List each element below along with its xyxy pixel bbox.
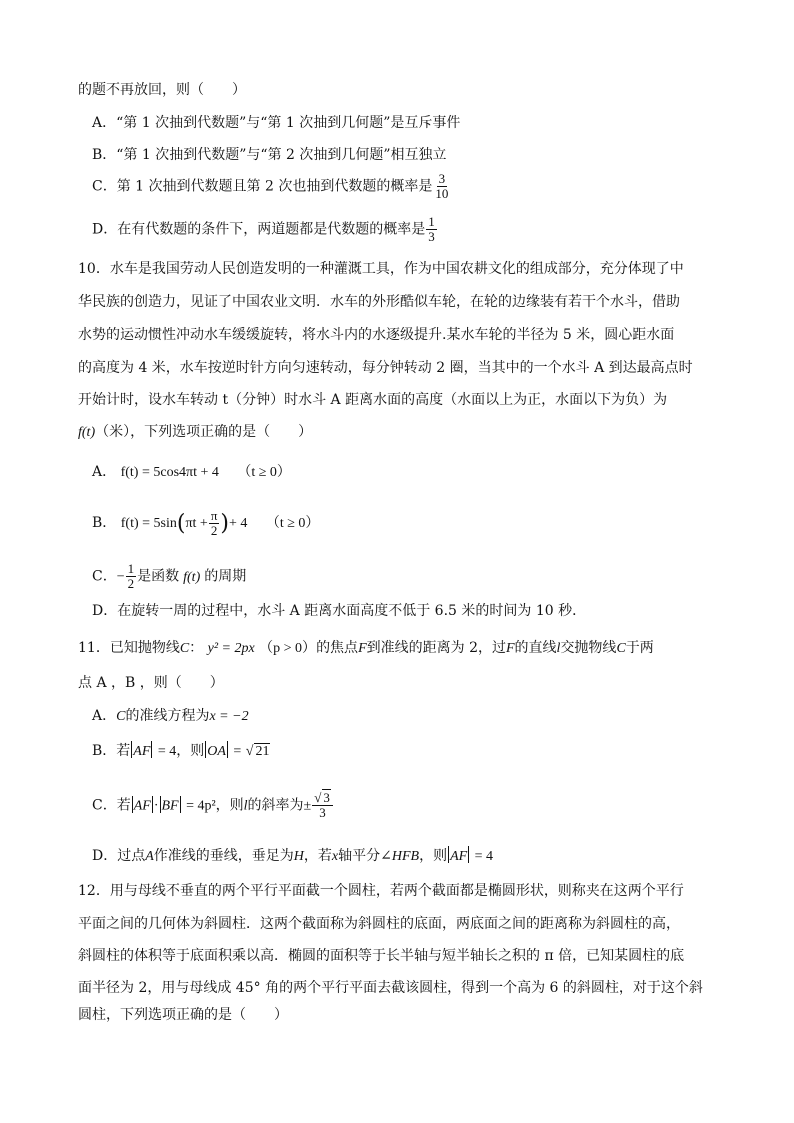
sqrt-radicand: 21 (255, 744, 270, 759)
fraction-denominator: 3 (428, 229, 435, 244)
segment-af: AF (133, 744, 151, 759)
q10-stem-line-2: 华民族的创造力，见证了中国农业文明．水车的外形酷似车轮，在轮的边缘装有若干个水斗，借助 (78, 294, 680, 310)
var-x: x (331, 849, 339, 864)
fraction-numerator: 3 (323, 790, 330, 805)
segment-af: AF (450, 849, 468, 864)
q10-option-d[interactable]: D．在旋转一周的过程中，水斗 A 距离水面高度不低于 6.5 米的时间为 10 秒． (92, 603, 587, 619)
q11-option-d[interactable] (92, 846, 493, 867)
q12-stem-line-4: 面半径为 2，用与母线成 45° 角的两个平行平面去截该圆柱，得到一个高为 6 的斜圆柱，对于这个斜 (78, 980, 703, 996)
q9-option-c[interactable] (92, 172, 451, 201)
q10-option-a-formula: f(t) = 5cos4πt + 4 (120, 465, 219, 480)
dot: · (153, 798, 159, 814)
text: ，则 (176, 743, 205, 759)
var-c: C (116, 709, 126, 724)
text: 交抛物线 (560, 640, 617, 656)
value: = 4 (157, 744, 177, 759)
sqrt-sign: √ (314, 790, 322, 805)
q10-option-c-text-2: 的周期 (204, 568, 247, 585)
fraction-denominator: 2 (210, 523, 218, 539)
abs-bar (151, 741, 152, 758)
q11-option-c[interactable] (92, 791, 334, 820)
q9-stem-tail: 的题不再放回，则（ ） (78, 82, 246, 98)
sqrt-sign: √ (245, 744, 254, 759)
text: 到准线的距离为 2，过 (366, 640, 506, 656)
q10-function-symbol: f(t) (78, 425, 96, 440)
abs-bar (448, 846, 449, 863)
abs-bar (227, 741, 228, 758)
var-h: H (293, 849, 304, 864)
q12-stem-line-5: 圆柱，下列选项正确的是（ ） (78, 1007, 288, 1023)
q9-option-d[interactable] (92, 215, 438, 244)
minus-sign: − (116, 569, 125, 585)
abs-bar (152, 796, 153, 813)
q9-option-d-text: D．在有代数题的条件下，两道题都是代数题的概率是 (92, 221, 426, 238)
q10-option-b[interactable] (92, 507, 319, 540)
text: 的准线方程为 (125, 708, 210, 724)
q10-option-a[interactable] (92, 462, 291, 483)
text: 于两 (625, 640, 654, 656)
q12-stem-line-1: 12．用与母线不垂直的两个平行平面截一个圆柱，若两个截面都是椭圆形状，则称夹在这两个平行 (78, 883, 684, 899)
text: ： (189, 640, 204, 656)
q12-stem-line-3: 斜圆柱的体积等于底面积乘以高．椭圆的面积等于长半轴与短半轴长之积的 π 倍，已知某圆柱的底 (78, 948, 685, 964)
q10-option-a-condition: （t ≥ 0） (237, 465, 291, 480)
paren-close: ) (220, 511, 229, 536)
q9-option-b[interactable]: B．“第 1 次抽到代数题”与“第 2 次抽到几何题”相互独立 (92, 147, 447, 163)
fraction-numerator: 1 (127, 561, 135, 576)
q10-option-c[interactable] (92, 562, 246, 591)
segment-oa: OA (207, 744, 226, 759)
q10-stem-line-4: 的高度为 4 米，水车按逆时针方向匀速转动，每分钟转动 2 圈，当其中的一个水斗 A 到达最高点时 (78, 360, 693, 376)
q11-option-c-fraction (312, 791, 333, 820)
text: ，若 (303, 848, 332, 864)
var-f: F (505, 641, 515, 656)
q9-option-a[interactable]: A．“第 1 次抽到代数题”与“第 1 次抽到几何题”是互斥事件 (92, 115, 461, 131)
parameter-condition: （p > 0） (259, 641, 317, 656)
q10-option-c-fraction (126, 562, 137, 591)
segment-bf: BF (161, 798, 179, 814)
q10-function-symbol: f(t) (183, 569, 201, 585)
q11-option-b[interactable] (92, 741, 270, 762)
q10-stem-line-3: 水势的运动惯性冲动水车缓缓旋转，将水斗内的水逐级提升.某水车轮的半径为 5 米，圆心距水面 (78, 327, 675, 343)
q10-stem-line-6 (78, 422, 312, 443)
segment-af: AF (133, 798, 151, 814)
q9-option-d-fraction (426, 215, 437, 244)
q10-stem-line-1: 10．水车是我国劳动人民创造发明的一种灌溉工具，作为中国农耕文化的组成部分，充分体现了中 (78, 261, 684, 277)
text: 11．已知抛物线 (78, 640, 180, 656)
text: 的直线 (514, 640, 557, 656)
fraction-denominator: 3 (319, 805, 326, 820)
var-l: l (243, 798, 248, 814)
text: ，则 (215, 797, 244, 814)
text: ，则 (419, 848, 448, 864)
abs-bar (132, 796, 133, 813)
q11-option-a[interactable] (92, 706, 249, 727)
q10-option-b-formula (120, 508, 248, 539)
var-a: A (145, 849, 154, 864)
equals: = (233, 744, 242, 759)
formula-prefix: f(t) = 5sin (120, 516, 177, 531)
value: = 4 (474, 849, 494, 864)
paren-open: ( (176, 511, 186, 536)
abs-bar (468, 846, 469, 863)
fraction-denominator: 10 (435, 186, 449, 201)
fraction-numerator: 3 (438, 171, 446, 186)
abs-bar (160, 796, 161, 813)
var-c: C (179, 641, 190, 656)
option-label: A． (92, 464, 117, 480)
q9-option-c-fraction (433, 172, 450, 201)
text: 的焦点 (316, 640, 359, 656)
directrix-equation: x = −2 (209, 709, 249, 724)
abs-bar (180, 796, 181, 813)
option-label: C．若 (92, 797, 131, 814)
q9-option-c-text: C．第 1 次抽到代数题且第 2 次也抽到代数题的概率是 (92, 178, 433, 195)
q10-stem-line-5: 开始计时，设水车转动 t（分钟）时水斗 A 距离水面的高度（水面以上为正，水面以下为负）为 (78, 392, 668, 408)
var-c: C (616, 641, 626, 656)
text: 作准线的垂线，垂足为 (153, 848, 294, 864)
value: = 4p² (186, 798, 216, 814)
option-label: B．若 (92, 743, 131, 759)
plus-minus: ± (303, 798, 312, 814)
fraction-denominator: 2 (127, 576, 135, 591)
text: 轴平分 (338, 848, 381, 864)
var-f: F (358, 641, 367, 656)
q11-stem-line-2: 点 A ，B ，则（ ） (78, 675, 224, 691)
option-label: C． (92, 568, 117, 585)
q11-stem-line-1 (78, 638, 654, 659)
angle-hfb: ∠HFB (380, 849, 420, 864)
q10-stem-line-6-text: （米），下列选项正确的是（ ） (95, 424, 313, 440)
text: 的斜率为 (247, 797, 304, 814)
formula-inner: πt + (185, 516, 208, 531)
option-label: B． (92, 515, 117, 531)
q10-option-c-text-1: 是函数 (137, 568, 180, 585)
option-label: A． (92, 708, 117, 724)
parabola-equation: y² = 2px (207, 641, 255, 656)
fraction-numerator: 1 (428, 214, 435, 229)
formula-suffix: + 4 (228, 516, 248, 531)
q12-stem-line-2: 平面之间的几何体为斜圆柱．这两个截面称为斜圆柱的底面，两底面之间的距离称为斜圆柱的高， (78, 916, 680, 932)
q10-option-b-condition: （t ≥ 0） (265, 516, 320, 531)
fraction-numerator: π (210, 508, 218, 524)
q10-option-b-fraction (209, 509, 220, 538)
var-l: l (556, 641, 561, 656)
option-label: D．过点 (92, 848, 146, 864)
